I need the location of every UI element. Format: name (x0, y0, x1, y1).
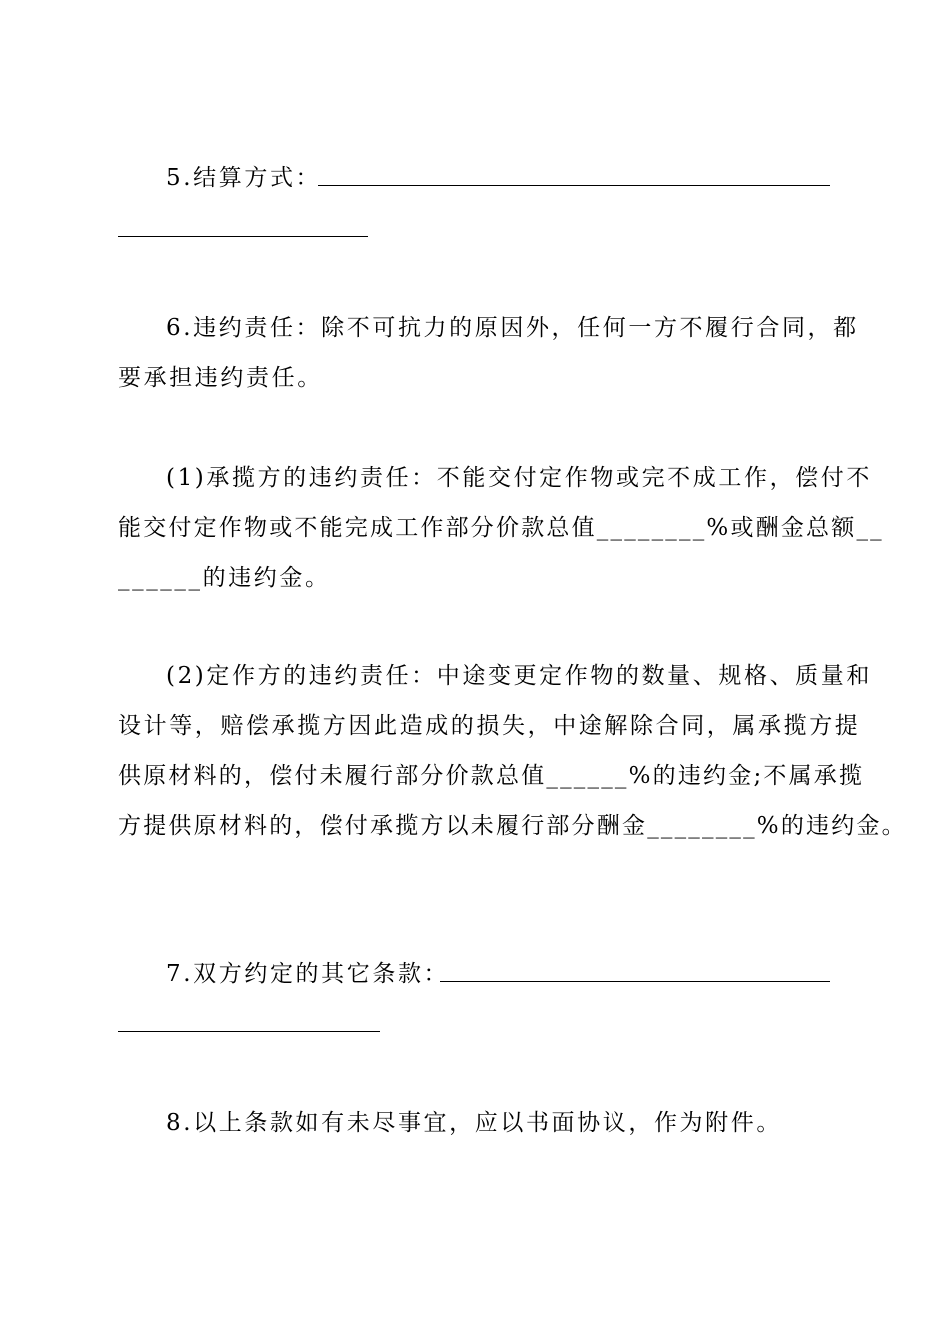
clause-5 (166, 163, 906, 193)
clause-6-line-1: 6.违约责任：除不可抗力的原因外，任何一方不履行合同，都 (166, 315, 859, 341)
clause-6-2-line-4: 方提供原材料的，偿付承揽方以未履行部分酬金________%的违约金。 (118, 813, 907, 839)
clause-7-blank-line-2 (118, 1031, 380, 1032)
clause-5-label: 5.结算方式： (166, 165, 322, 191)
clause-6-1-line-2: 能交付定作物或不能完成工作部分价款总值________%或酬金总额__ (118, 515, 884, 541)
clause-5-blank-line-1 (318, 185, 830, 186)
clause-7-label: 7.双方约定的其它条款： (166, 961, 450, 987)
clause-6-line-2: 要承担违约责任。 (118, 365, 323, 391)
clause-8-line-1: 8.以上条款如有未尽事宜，应以书面协议，作为附件。 (166, 1110, 782, 1136)
clause-6-1-line-1: (1)承揽方的违约责任：不能交付定作物或完不成工作，偿付不 (166, 465, 872, 491)
clause-7-blank-line-1 (440, 981, 830, 982)
clause-5-blank-line-2 (118, 236, 368, 237)
clause-6-2-line-2: 设计等，赔偿承揽方因此造成的损失，中途解除合同，属承揽方提 (118, 713, 861, 739)
clause-6-2-line-1: (2)定作方的违约责任：中途变更定作物的数量、规格、质量和 (166, 663, 872, 689)
clause-6-1-line-3: ______的违约金。 (118, 565, 331, 591)
clause-7 (166, 959, 906, 989)
clause-6-2-line-3: 供原材料的，偿付未履行部分价款总值______%的违约金;不属承揽 (118, 763, 865, 789)
